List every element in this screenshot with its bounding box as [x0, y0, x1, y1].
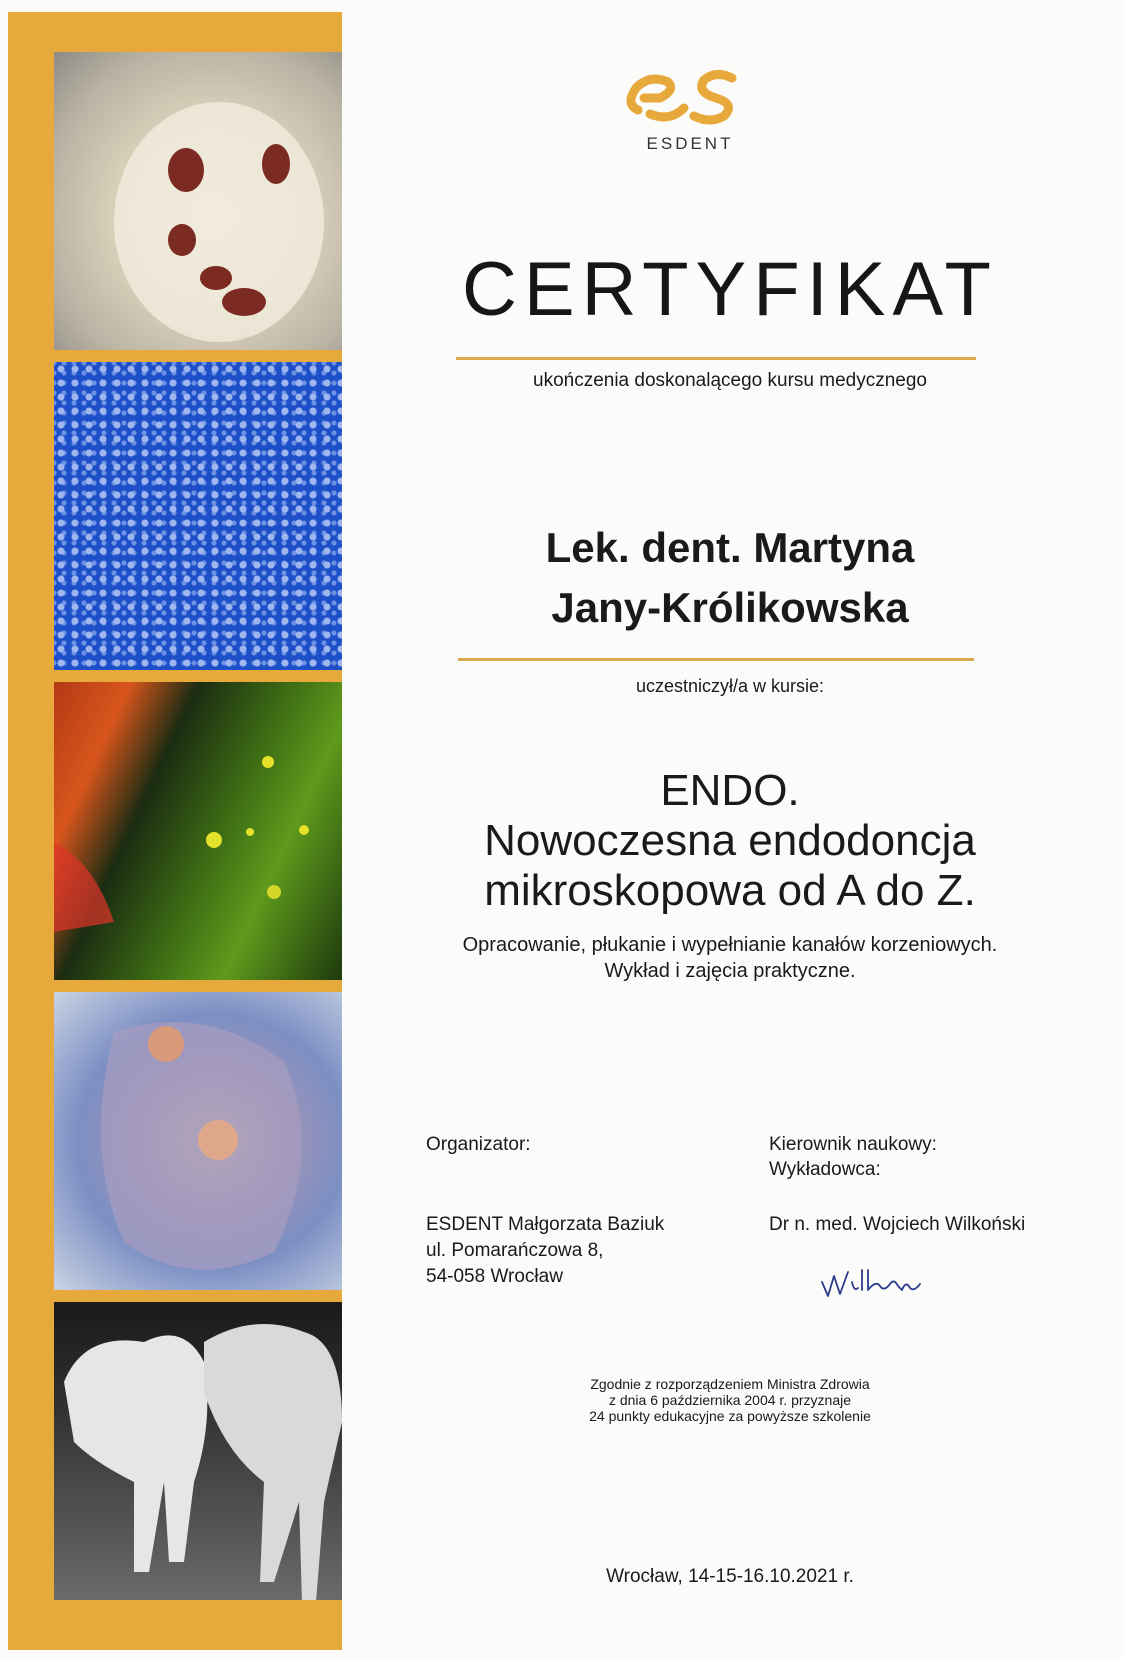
lecturer-name: Dr n. med. Wojciech Wilkoński	[769, 1214, 1026, 1235]
recipient-line-2: Jany-Królikowska	[551, 584, 909, 631]
recipient-name	[400, 518, 1060, 638]
photo-xray	[54, 1302, 342, 1600]
lecturer-signature	[818, 1262, 928, 1302]
photo-dentin-tubules	[54, 362, 342, 670]
legal-line-2: z dnia 6 października 2004 r. przyznaje	[608, 1392, 852, 1408]
recipient-line-1: Lek. dent. Martyna	[545, 524, 915, 571]
issue-date: Wrocław, 14-15-16.10.2021 r.	[606, 1566, 854, 1587]
organizer-line-2: ul. Pomarańczowa 8,	[426, 1240, 604, 1261]
esdent-logo-mark-icon	[620, 58, 760, 128]
course-title	[400, 766, 1060, 916]
organizer-label: Organizator:	[426, 1134, 531, 1155]
course-line-2: Nowoczesna endodoncja	[484, 816, 976, 865]
legal-line-1: Zgodnie z rozporządzeniem Ministra Zdrowia	[590, 1376, 870, 1392]
organizer-line-1: ESDENT Małgorzata Baziuk	[426, 1214, 665, 1235]
organizer-line-3: 54-058 Wrocław	[426, 1266, 563, 1287]
photo-tooth-canals	[54, 52, 342, 350]
esdent-logo	[620, 58, 760, 158]
legal-note	[400, 1376, 1060, 1424]
course-sub-line-1: Opracowanie, płukanie i wypełnianie kanałów korzeniowych.	[462, 934, 998, 956]
sidebar-photo-strip	[8, 12, 342, 1650]
participated-text: uczestniczył/a w kursie:	[635, 676, 825, 696]
legal-line-3: 24 punkty edukacyjne za powyższe szkolenie	[589, 1408, 871, 1424]
certificate-title: CERTYFIKAT	[462, 247, 998, 332]
organizer-address	[426, 1212, 664, 1290]
course-description	[400, 932, 1060, 984]
title-divider	[456, 357, 976, 360]
course-sub-line-2: Wykład i zajęcia praktyczne.	[604, 960, 856, 982]
certificate-subtitle: ukończenia doskonalącego kursu medycznego	[533, 370, 927, 391]
course-line-3: mikroskopowa od A do Z.	[484, 866, 976, 915]
scientific-head-label: Kierownik naukowy:	[769, 1134, 937, 1155]
logo-text: ESDENT	[646, 134, 734, 153]
lecturer-labels	[769, 1132, 937, 1182]
photo-tooth-filled	[54, 992, 342, 1290]
name-divider	[458, 658, 974, 661]
lecturer-label: Wykładowca:	[769, 1159, 881, 1180]
photo-fluorescence	[54, 682, 342, 980]
course-line-1: ENDO.	[660, 766, 800, 815]
